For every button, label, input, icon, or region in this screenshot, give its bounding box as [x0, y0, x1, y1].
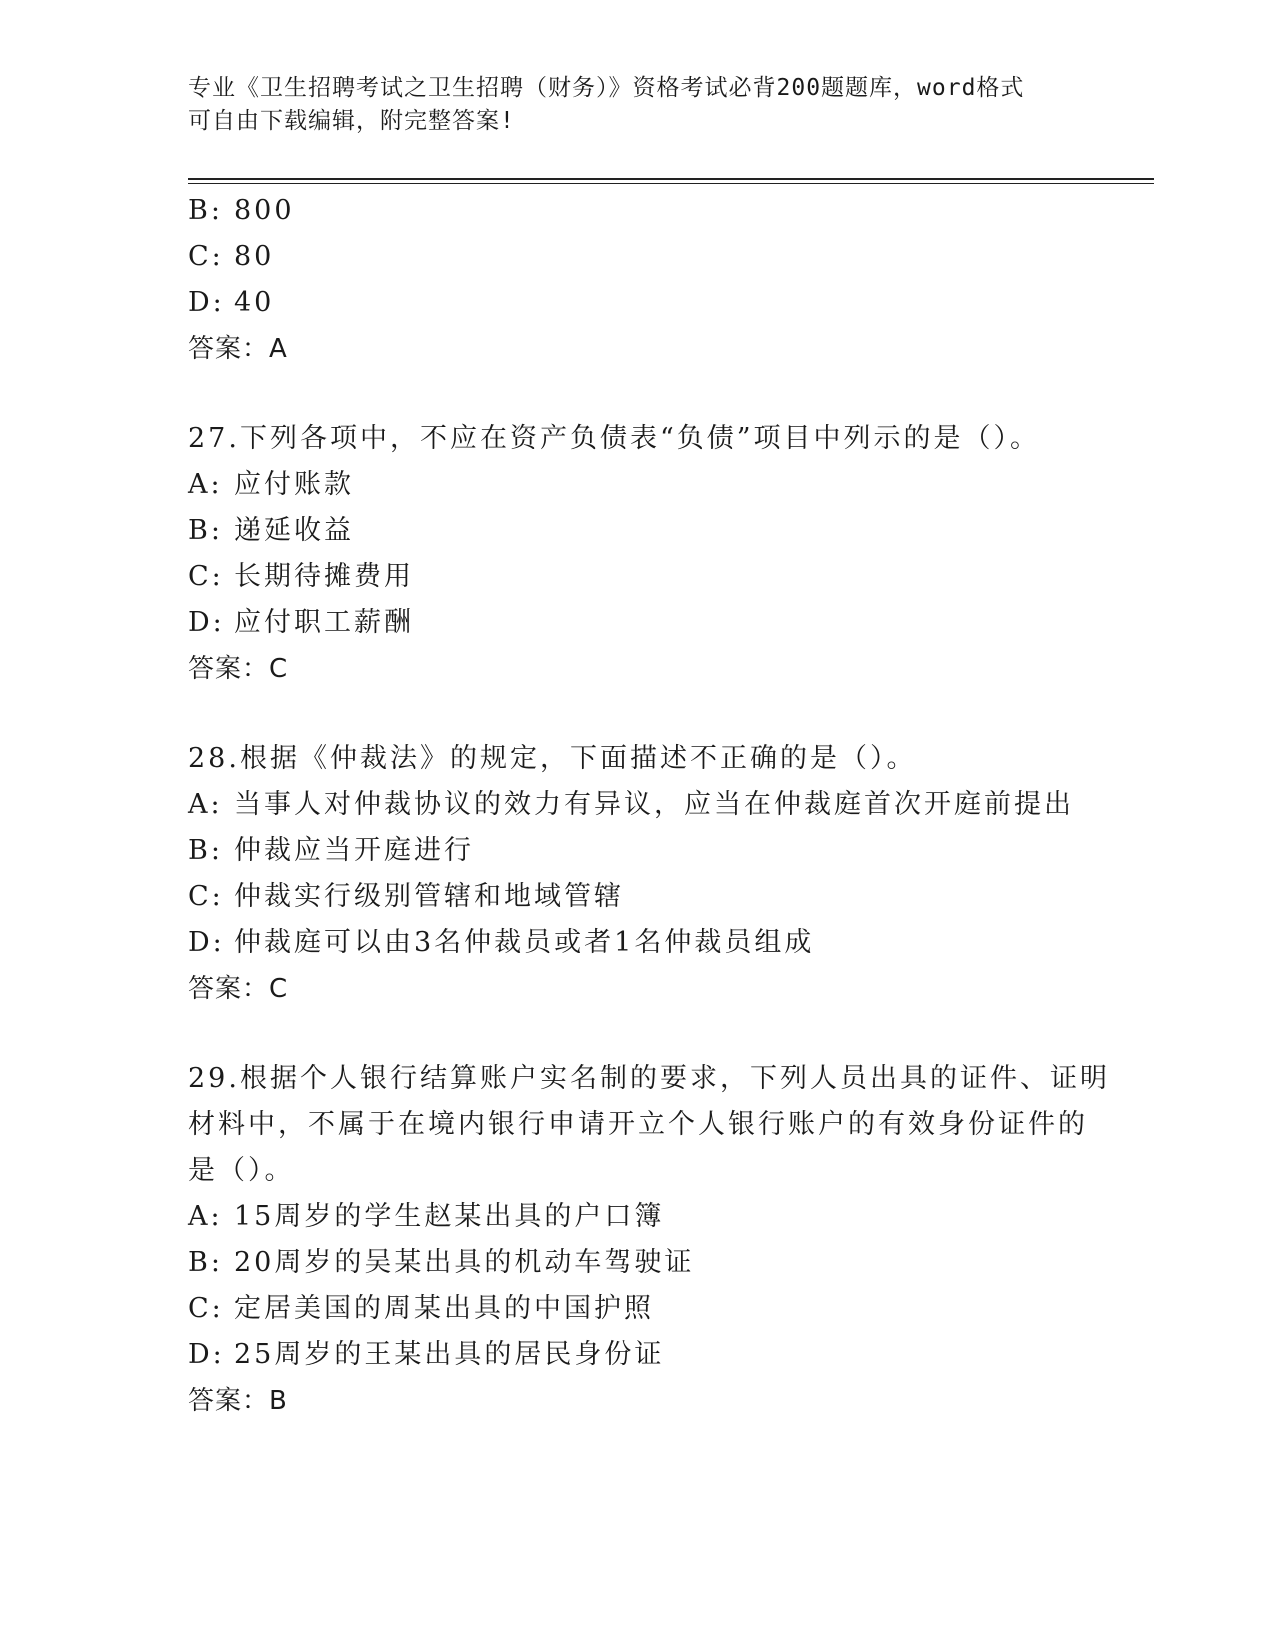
option-label: C: — [188, 241, 224, 272]
question-29 — [188, 1056, 1110, 1424]
spacer — [188, 372, 1088, 416]
answer-line: 答案：A — [188, 334, 288, 364]
option-text: 15周岁的学生赵某出具的户口簿 — [234, 1201, 665, 1232]
option-label: D: — [188, 1339, 225, 1370]
option-c — [188, 874, 1088, 920]
option-label: C: — [188, 881, 224, 912]
option-b — [188, 508, 1088, 554]
question-stem: 28.根据《仲裁法》的规定，下面描述不正确的是（）。 — [188, 743, 917, 774]
option-c — [188, 1286, 1088, 1332]
option-label: B: — [188, 1247, 223, 1278]
spacer — [188, 692, 1088, 736]
option-b — [188, 828, 1088, 874]
option-d — [188, 600, 1088, 646]
question-stem-line-1: 29.根据个人银行结算账户实名制的要求，下列人员出具的证件、证明 — [188, 1063, 1110, 1094]
option-label: A: — [188, 789, 223, 820]
option-c — [188, 234, 1088, 280]
option-text: 仲裁应当开庭进行 — [234, 835, 474, 866]
option-text: 仲裁实行级别管辖和地域管辖 — [234, 881, 624, 912]
option-c — [188, 554, 1088, 600]
option-d — [188, 1332, 1088, 1378]
option-label: D: — [188, 287, 225, 318]
option-text: 800 — [234, 195, 295, 226]
option-d — [188, 920, 1088, 966]
option-text: 20周岁的吴某出具的机动车驾驶证 — [234, 1247, 695, 1278]
header-title-line-1: 专业《卫生招聘考试之卫生招聘（财务）》资格考试必背200题题库，word格式 — [188, 75, 1025, 101]
option-label: B: — [188, 515, 223, 546]
option-text: 长期待摊费用 — [234, 561, 414, 592]
answer-line: 答案：C — [188, 654, 289, 684]
option-label: A: — [188, 1201, 223, 1232]
option-text: 应付账款 — [234, 469, 354, 500]
option-label: C: — [188, 1293, 224, 1324]
option-text: 应付职工薪酬 — [234, 607, 414, 638]
question-stem: 27.下列各项中，不应在资产负债表“负债”项目中列示的是（）。 — [188, 423, 1041, 454]
option-text: 80 — [234, 241, 275, 272]
option-label: D: — [188, 607, 225, 638]
option-text: 当事人对仲裁协议的效力有异议，应当在仲裁庭首次开庭前提出 — [234, 789, 1074, 820]
option-a — [188, 1194, 1088, 1240]
option-label: D: — [188, 927, 225, 958]
question-stem-line-2: 材料中，不属于在境内银行申请开立个人银行账户的有效身份证件的 — [188, 1109, 1088, 1140]
option-a — [188, 462, 1088, 508]
answer-line: 答案：B — [188, 1386, 288, 1416]
option-label: C: — [188, 561, 224, 592]
header-rule-thick — [188, 178, 1154, 180]
option-text: 定居美国的周某出具的中国护照 — [234, 1293, 654, 1324]
option-label: B: — [188, 195, 223, 226]
question-list — [188, 188, 1110, 1424]
answer-line: 答案：C — [188, 974, 289, 1004]
page-header — [188, 72, 1088, 138]
option-label: B: — [188, 835, 223, 866]
option-d — [188, 280, 1088, 326]
header-rule-thin — [188, 183, 1154, 184]
option-b — [188, 1240, 1088, 1286]
question-fragment — [188, 188, 1088, 372]
question-stem-line-3: 是（）。 — [188, 1155, 295, 1186]
spacer — [188, 1012, 1088, 1056]
option-text: 递延收益 — [234, 515, 354, 546]
option-a — [188, 782, 1088, 828]
header-title-line-2: 可自由下载编辑，附完整答案! — [188, 108, 515, 134]
option-label: A: — [188, 469, 223, 500]
option-text: 仲裁庭可以由3名仲裁员或者1名仲裁员组成 — [234, 927, 815, 958]
option-text: 25周岁的王某出具的居民身份证 — [234, 1339, 665, 1370]
option-text: 40 — [234, 287, 275, 318]
option-b — [188, 188, 1088, 234]
question-28 — [188, 736, 1088, 1012]
question-27 — [188, 416, 1088, 692]
